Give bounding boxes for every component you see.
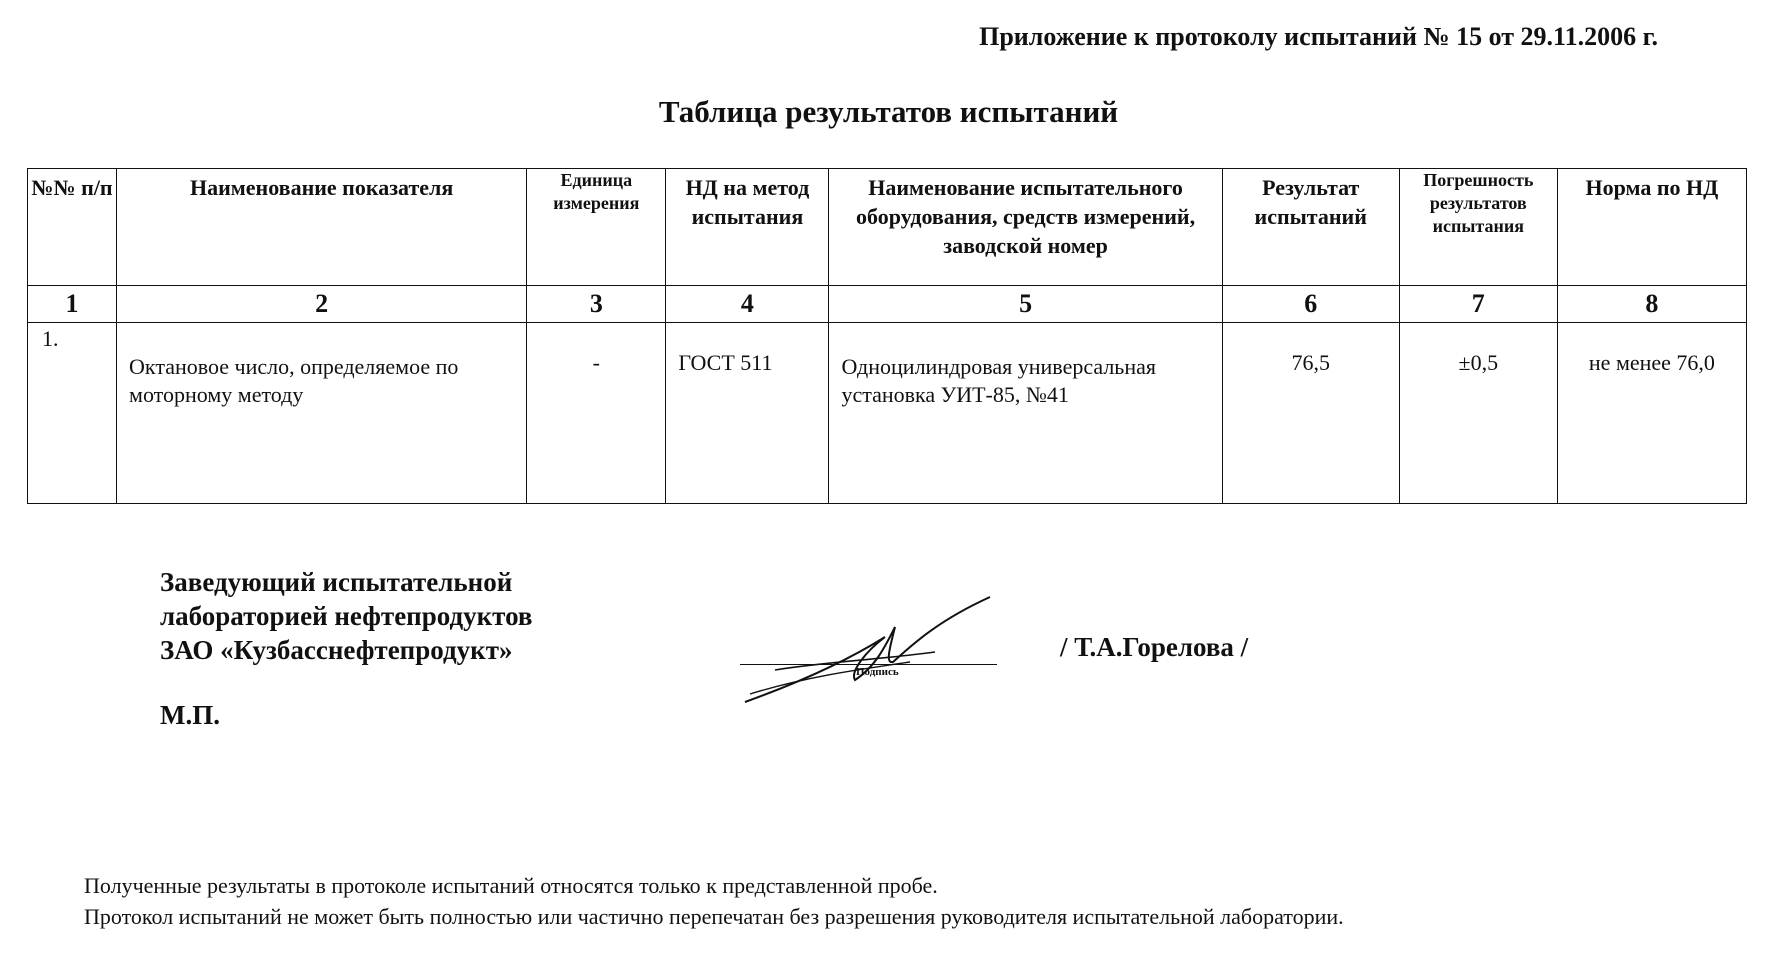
col-header-num: №№ п/п bbox=[28, 169, 117, 286]
handwritten-signature bbox=[735, 592, 1005, 712]
col-header-error: Погрешность результатов испытания bbox=[1399, 169, 1557, 286]
column-number: 1 bbox=[28, 286, 117, 323]
column-number: 4 bbox=[666, 286, 829, 323]
row-number: 1. bbox=[28, 323, 117, 504]
result-value: 76,5 bbox=[1222, 323, 1399, 504]
footer-line: Протокол испытаний не может быть полностью или частично перепечатан без разрешения руководителя испытательной лаборатории. bbox=[84, 904, 1344, 929]
results-table bbox=[27, 168, 1747, 504]
signer-position-line: лабораторией нефтепродуктов bbox=[160, 601, 533, 631]
column-number: 8 bbox=[1557, 286, 1746, 323]
col-header-result: Результат испытаний bbox=[1222, 169, 1399, 286]
equipment-value: Одноцилиндровая универсальная установка УИТ-85, №41 bbox=[829, 323, 1222, 504]
signature-line-label: Подпись bbox=[856, 666, 899, 678]
page-title: Таблица результатов испытаний bbox=[658, 94, 1119, 129]
signer-name: / Т.А.Горелова / bbox=[1060, 632, 1249, 662]
error-value: ±0,5 bbox=[1399, 323, 1557, 504]
col-header-equipment: Наименование испытательного оборудования, средств измерений, заводской номер bbox=[829, 169, 1222, 286]
col-header-method: НД на метод испытания bbox=[666, 169, 829, 286]
stamp-place: М.П. bbox=[160, 700, 220, 730]
column-number: 7 bbox=[1399, 286, 1557, 323]
signer-position-line: Заведующий испытательной bbox=[160, 567, 513, 597]
table-row bbox=[28, 323, 1747, 504]
table-header-row bbox=[28, 169, 1747, 286]
document-header: Приложение к протоколу испытаний № 15 от 29.11.2006 г. bbox=[979, 22, 1658, 51]
column-number: 2 bbox=[117, 286, 527, 323]
method-value: ГОСТ 511 bbox=[666, 323, 829, 504]
footer-line: Полученные результаты в протоколе испытаний относятся только к представленной пробе. bbox=[84, 873, 938, 898]
footer-notes bbox=[84, 870, 1344, 932]
norm-value: не менее 76,0 bbox=[1557, 323, 1746, 504]
column-number-row bbox=[28, 286, 1747, 323]
col-header-name: Наименование показателя bbox=[117, 169, 527, 286]
col-header-norm: Норма по НД bbox=[1557, 169, 1746, 286]
unit-value: - bbox=[527, 323, 666, 504]
column-number: 3 bbox=[527, 286, 666, 323]
col-header-unit: Единица измерения bbox=[527, 169, 666, 286]
column-number: 6 bbox=[1222, 286, 1399, 323]
column-number: 5 bbox=[829, 286, 1222, 323]
signer-position-line: ЗАО «Кузбасснефтепродукт» bbox=[160, 635, 513, 665]
signer-position bbox=[160, 565, 533, 667]
indicator-name: Октановое число, определяемое по моторному методу bbox=[117, 323, 527, 504]
